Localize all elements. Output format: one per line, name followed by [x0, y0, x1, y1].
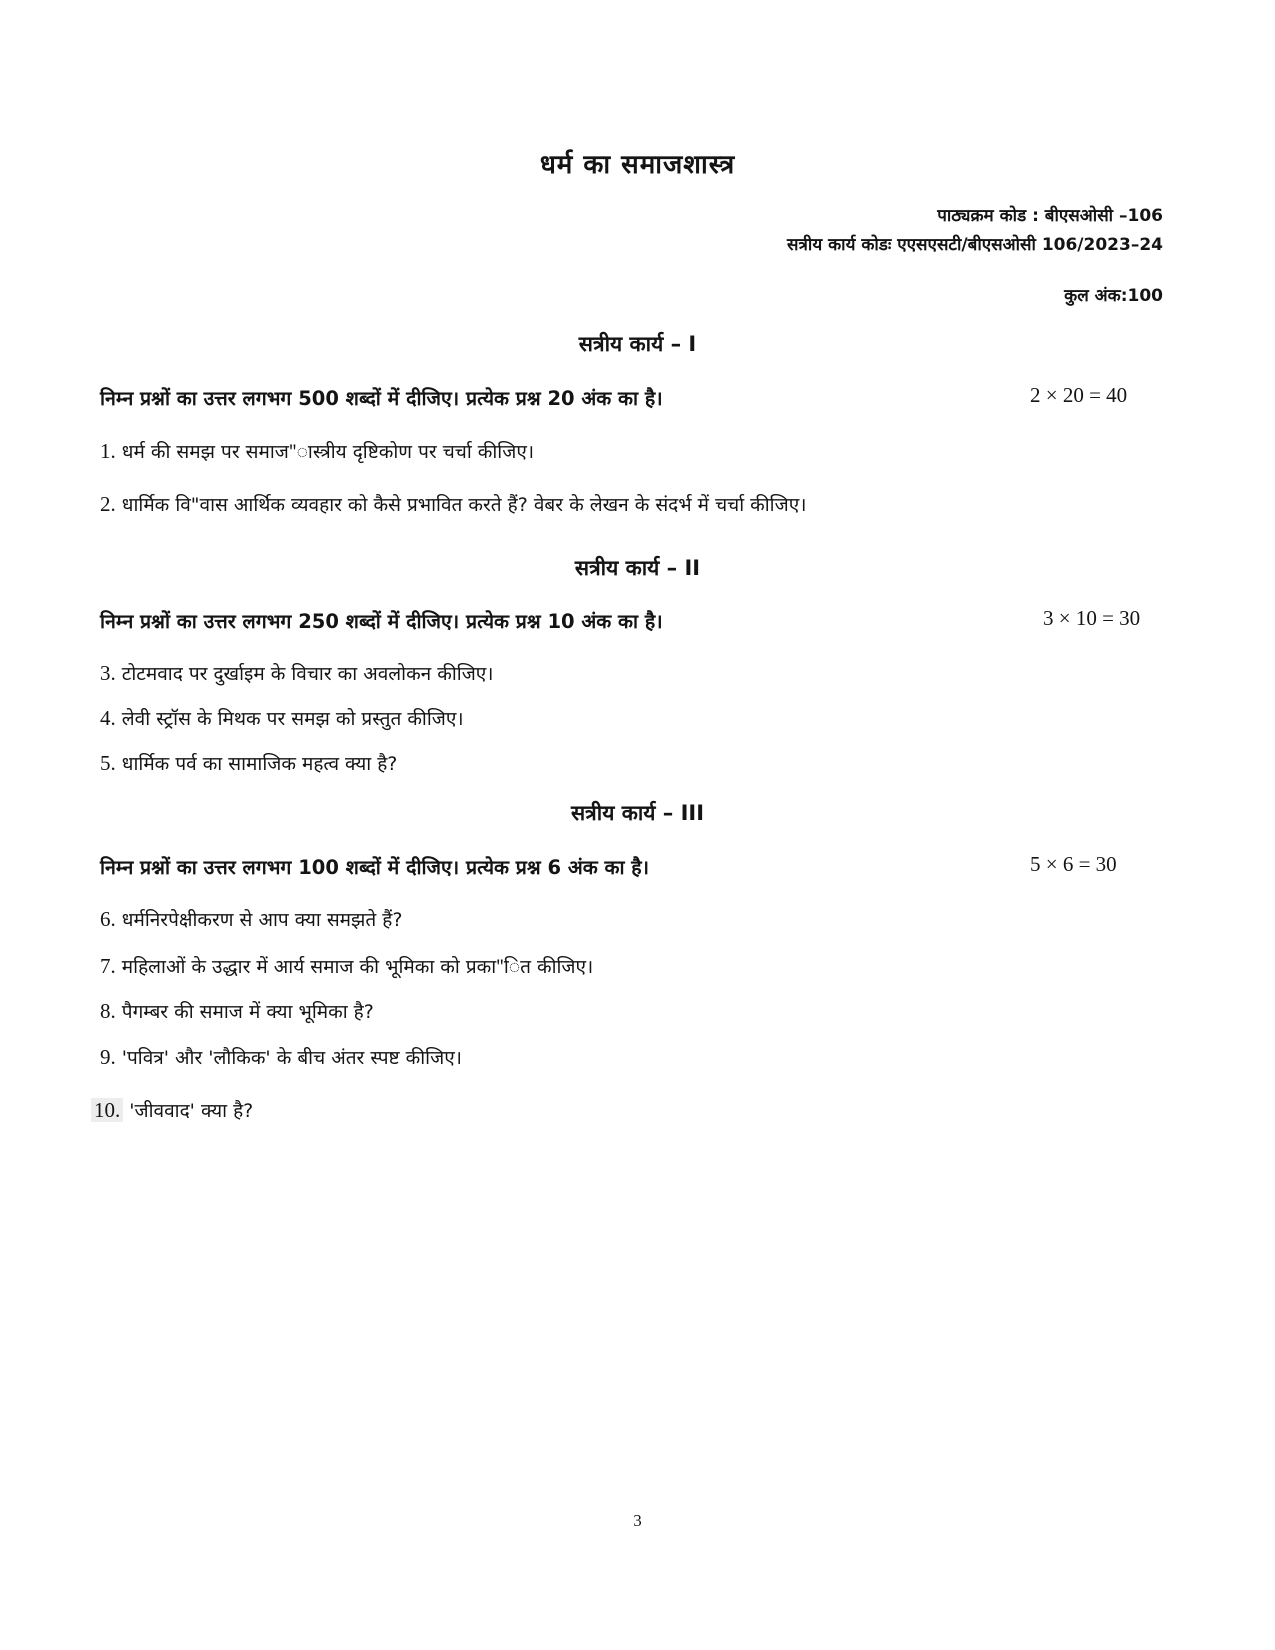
- question-item: [100, 998, 374, 1024]
- section-heading-1: सत्रीय कार्य – I: [578, 332, 697, 356]
- section-heading-3: सत्रीय कार्य – III: [570, 801, 705, 825]
- question-text: महिलाओं के उद्धार में आर्य समाज की भूमिका को प्रका"ित कीजिए।: [121, 956, 594, 978]
- question-text: धार्मिक पर्व का सामाजिक महत्व क्या है?: [121, 753, 398, 775]
- question-item: [100, 660, 494, 686]
- section-instruction-3: निम्न प्रश्नों का उत्तर लगभग 100 शब्दों में दीजिए। प्रत्येक प्रश्न 6 अंक का है।: [100, 856, 650, 879]
- question-number: 9.: [100, 1045, 116, 1069]
- page-number: 3: [633, 1511, 642, 1530]
- page-title: धर्म का समाजशास्त्र: [539, 150, 736, 180]
- total-marks: कुल अंक:100: [1064, 286, 1163, 306]
- question-number: 5.: [100, 751, 116, 775]
- question-number: 7.: [100, 954, 116, 978]
- question-number: 2.: [100, 492, 116, 516]
- section-instruction-1: निम्न प्रश्नों का उत्तर लगभग 500 शब्दों में दीजिए। प्रत्येक प्रश्न 20 अंक का है।: [100, 387, 663, 410]
- question-number: 10.: [91, 1098, 123, 1122]
- question-number: 3.: [100, 661, 116, 685]
- question-text: पैगम्बर की समाज में क्या भूमिका है?: [121, 1001, 374, 1023]
- section-heading-2: सत्रीय कार्य – II: [574, 556, 701, 580]
- course-code: पाठ्यक्रम कोड : बीएसओसी –106: [937, 206, 1163, 226]
- assignment-code: सत्रीय कार्य कोडः एएसएसटी/बीएसओसी 106/2023–24: [787, 235, 1163, 255]
- question-text: धर्म की समझ पर समाज"ास्त्रीय दृष्टिकोण पर चर्चा कीजिए।: [121, 441, 535, 463]
- question-number: 1.: [100, 439, 116, 463]
- question-item: [91, 1097, 253, 1123]
- question-item: [100, 906, 402, 932]
- question-text: 'पवित्र' और 'लौकिक' के बीच अंतर स्पष्ट कीजिए।: [121, 1047, 462, 1069]
- question-item: [100, 438, 534, 464]
- question-item: [100, 953, 593, 979]
- question-text: लेवी स्ट्रॉस के मिथक पर समझ को प्रस्तुत कीजिए।: [121, 708, 464, 730]
- question-number: 4.: [100, 706, 116, 730]
- section-marks-3: 5 × 6 = 30: [1030, 852, 1117, 876]
- question-item: [100, 705, 464, 731]
- question-item: [100, 1044, 462, 1070]
- question-text: धर्मनिरपेक्षीकरण से आप क्या समझते हैं?: [121, 909, 403, 931]
- question-number: 6.: [100, 907, 116, 931]
- question-text: 'जीववाद' क्या है?: [129, 1100, 254, 1122]
- section-marks-2: 3 × 10 = 30: [1043, 606, 1141, 630]
- question-number: 8.: [100, 999, 116, 1023]
- section-marks-1: 2 × 20 = 40: [1030, 383, 1128, 407]
- question-item: [100, 750, 397, 776]
- question-text: धार्मिक वि"वास आर्थिक व्यवहार को कैसे प्रभावित करते हैं? वेबर के लेखन के संदर्भ में चर्चा कीजिए।: [121, 494, 807, 516]
- question-item: [100, 491, 806, 517]
- question-text: टोटमवाद पर दुर्खाइम के विचार का अवलोकन कीजिए।: [121, 663, 494, 685]
- section-instruction-2: निम्न प्रश्नों का उत्तर लगभग 250 शब्दों में दीजिए। प्रत्येक प्रश्न 10 अंक का है।: [100, 610, 663, 633]
